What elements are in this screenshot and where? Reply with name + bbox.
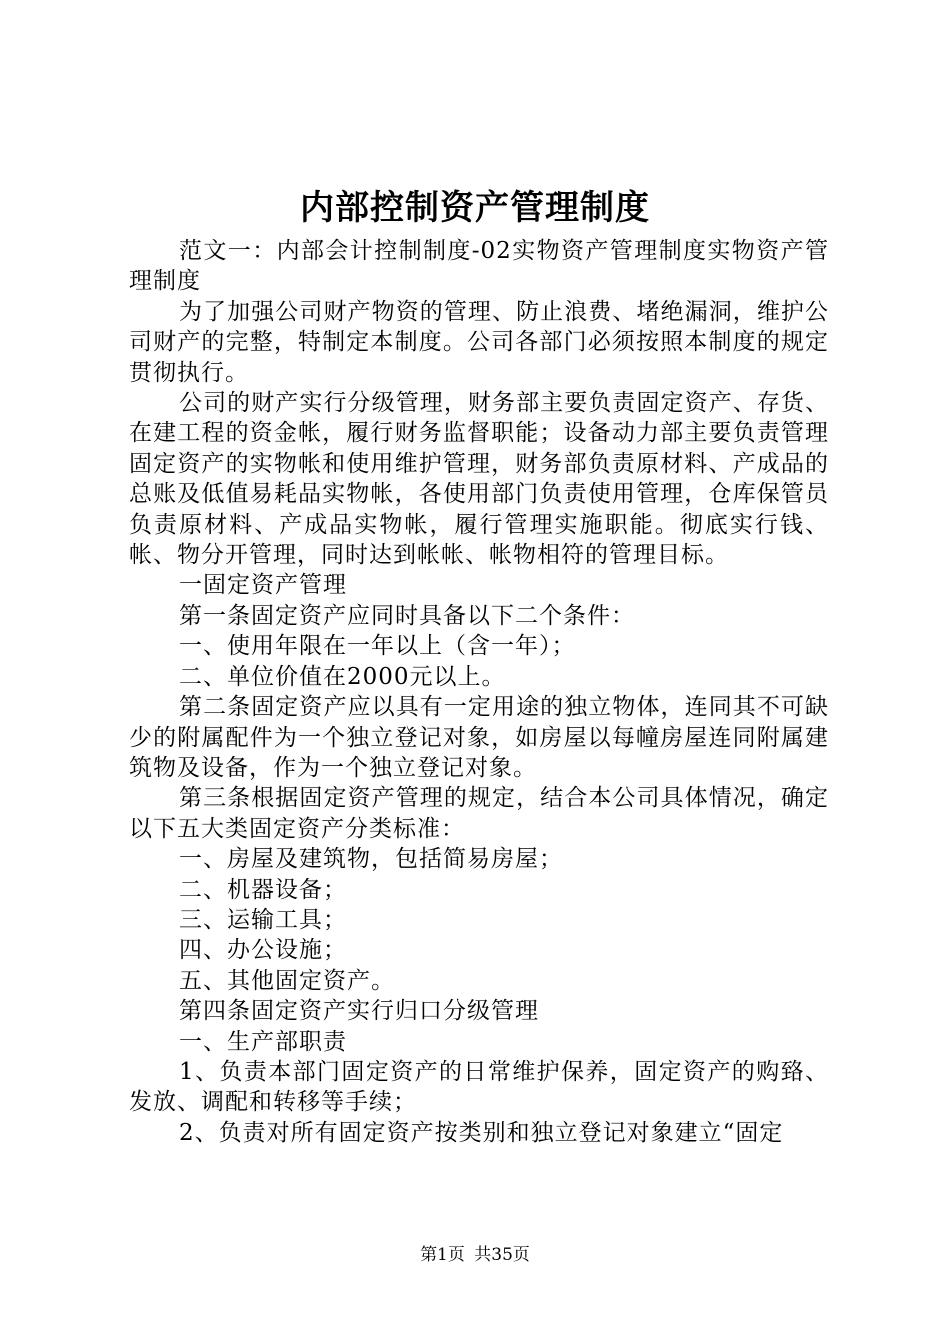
paragraph: 二、机器设备；: [179, 876, 347, 903]
paragraph: 第一条固定资产应同时具备以下二个条件：: [179, 602, 635, 629]
page-footer: [0, 1244, 950, 1266]
paragraph: 一、使用年限在一年以上（含一年）；: [179, 633, 576, 660]
paragraph: 公司的财产实行分级管理，财务部主要负责固定资产、存货、在建工程的资金帐，履行财务监督职能；设备动力部主要负责管理固定资产的实物帐和使用维护管理，财务部负责原材料、产成品的总账及低值易耗品实物帐，各使用部门负责使用管理，仓库保管员负责原材料、产成品实物帐，履行管理实施职能。彻底实行钱、帐、物分开管理，同时达到帐帐、帐物相符的管理目标。: [129, 390, 829, 569]
paragraph: 1、负责本部门固定资产的日常维护保养，固定资产的购臵、发放、调配和转移等手续；: [129, 1058, 829, 1116]
paragraph: 二、单位价值在2000元以上。: [179, 663, 506, 690]
paragraph: 一、生产部职责: [179, 1028, 347, 1055]
document-body: [129, 236, 829, 1148]
paragraph: 2、负责对所有固定资产按类别和独立登记对象建立“固定: [179, 1119, 784, 1146]
paragraph: 范文一：内部会计控制制度-02实物资产管理制度实物资产管理制度: [129, 238, 829, 295]
paragraph: 为了加强公司财产物资的管理、防止浪费、堵绝漏洞，维护公司财产的完整，特制定本制度。公司各部门必须按照本制度的规定贯彻执行。: [129, 298, 829, 386]
page-total: 共35页: [474, 1245, 530, 1265]
paragraph: 一固定资产管理: [179, 572, 347, 599]
paragraph: 三、运输工具；: [179, 906, 347, 933]
page-number: 第1页: [420, 1245, 465, 1265]
paragraph: 第四条固定资产实行归口分级管理: [179, 998, 539, 1025]
paragraph: 第二条固定资产应以具有一定用途的独立物体，连同其不可缺少的附属配件为一个独立登记对象，如房屋以每幢房屋连同附属建筑物及设备，作为一个独立登记对象。: [129, 694, 829, 781]
paragraph: 四、办公设施；: [179, 937, 347, 964]
document-title: 内部控制资产管理制度: [300, 188, 650, 228]
paragraph: 一、房屋及建筑物，包括简易房屋；: [179, 846, 563, 873]
paragraph: 第三条根据固定资产管理的规定，结合本公司具体情况，确定以下五大类固定资产分类标准：: [129, 785, 829, 842]
paragraph: 五、其他固定资产。: [179, 967, 395, 994]
